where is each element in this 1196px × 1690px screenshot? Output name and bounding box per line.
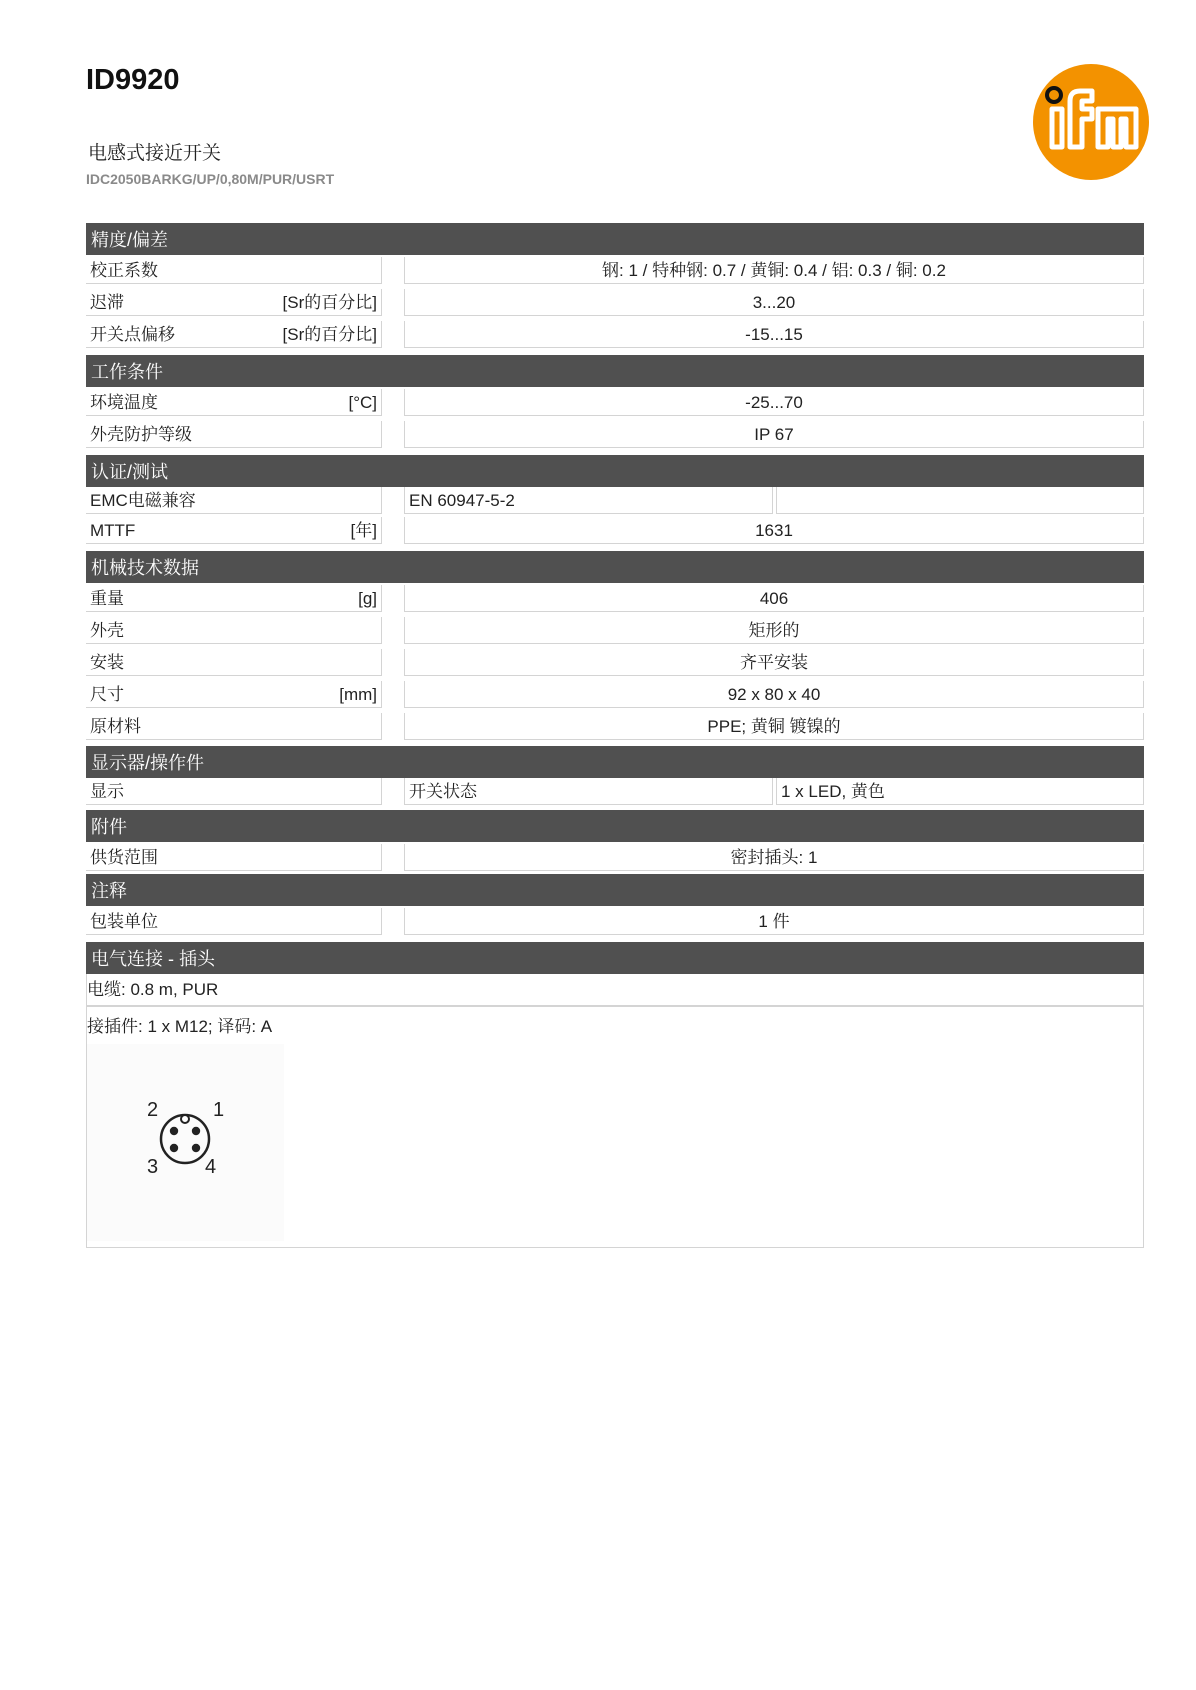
row-label: 环境温度 [°C] [86, 389, 382, 416]
table-row [86, 583, 1144, 615]
section-header: 电气连接 - 插头 [86, 942, 1144, 974]
section-electrical-connection [86, 942, 1144, 974]
row-label: 显示 [86, 778, 382, 805]
row-value: -25...70 [404, 389, 1144, 416]
row-label: 校正系数 [86, 257, 382, 284]
table-row [86, 515, 1144, 547]
table-row [86, 319, 1144, 351]
row-label: 外壳 [86, 617, 382, 644]
pin-label: 1 [213, 1099, 225, 1121]
cable-text: 电缆: 0.8 m, PUR [87, 980, 219, 999]
row-value: 92 x 80 x 40 [404, 681, 1144, 708]
table-row [86, 778, 1144, 810]
row-label: 供货范围 [86, 844, 382, 871]
row-value: 密封插头: 1 [404, 844, 1144, 871]
section-header: 附件 [86, 810, 1144, 842]
row-label: 安装 [86, 649, 382, 676]
row-unit: [°C] [348, 393, 377, 412]
table-row [86, 287, 1144, 319]
section-operating-conditions [86, 355, 1144, 451]
table-row [86, 679, 1144, 711]
row-unit: [年] [350, 521, 377, 540]
section-accessories [86, 810, 1144, 874]
row-unit: [Sr的百分比] [282, 325, 377, 344]
product-subtitle: 电感式接近开关 [88, 143, 222, 164]
section-mechanical-data [86, 551, 1144, 743]
row-value: 3...20 [404, 289, 1144, 316]
section-header: 认证/测试 [86, 455, 1144, 487]
ifm-logo-icon [1032, 63, 1150, 181]
table-row [86, 842, 1144, 874]
table-row [86, 419, 1144, 451]
table-row [86, 711, 1144, 743]
row-label: MTTF [年] [86, 517, 382, 544]
row-label: 原材料 [86, 713, 382, 740]
section-approvals [86, 455, 1144, 547]
row-value: 1631 [404, 517, 1144, 544]
row-unit: [mm] [339, 685, 377, 704]
section-display [86, 746, 1144, 810]
row-label: 外壳防护等级 [86, 421, 382, 448]
connector-text: 接插件: 1 x M12; 译码: A [87, 1017, 273, 1036]
table-row [86, 647, 1144, 679]
row-label: 迟滞 [Sr的百分比] [86, 289, 382, 316]
table-row [86, 255, 1144, 287]
pin-label: 4 [205, 1156, 217, 1178]
row-value: 开关状态 [404, 778, 773, 805]
row-value: -15...15 [404, 321, 1144, 348]
row-value-empty [776, 487, 1144, 514]
section-header: 注释 [86, 874, 1144, 906]
section-header: 显示器/操作件 [86, 746, 1144, 778]
row-value: 钢: 1 / 特种钢: 0.7 / 黄铜: 0.4 / 铝: 0.3 / 铜: 0.2 [404, 257, 1144, 284]
table-row [86, 615, 1144, 647]
section-header: 机械技术数据 [86, 551, 1144, 583]
connector-pinout-diagram [87, 1044, 284, 1241]
row-value: 1 x LED, 黄色 [776, 778, 1144, 805]
row-value: EN 60947-5-2 [404, 487, 773, 514]
section-header: 精度/偏差 [86, 223, 1144, 255]
product-title: ID9920 [86, 64, 180, 96]
section-header: 工作条件 [86, 355, 1144, 387]
section-remarks [86, 874, 1144, 938]
row-unit: [Sr的百分比] [282, 293, 377, 312]
row-unit: [g] [358, 589, 377, 608]
section-accuracy [86, 223, 1144, 351]
row-value: 1 件 [404, 908, 1144, 935]
row-value: 齐平安装 [404, 649, 1144, 676]
table-row [86, 387, 1144, 419]
row-value: 矩形的 [404, 617, 1144, 644]
row-value: IP 67 [404, 421, 1144, 448]
row-label: EMC电磁兼容 [86, 487, 382, 514]
row-label: 包装单位 [86, 908, 382, 935]
product-code: IDC2050BARKG/UP/0,80M/PUR/USRT [86, 171, 335, 187]
table-row [86, 906, 1144, 938]
row-value: PPE; 黄铜 镀镍的 [404, 713, 1144, 740]
m12-pin-icon [87, 1044, 284, 1241]
row-label: 重量 [g] [86, 585, 382, 612]
row-label: 开关点偏移 [Sr的百分比] [86, 321, 382, 348]
cable-info [86, 974, 1144, 1006]
connector-box [86, 1006, 1144, 1248]
row-label: 尺寸 [mm] [86, 681, 382, 708]
row-value: 406 [404, 585, 1144, 612]
pin-label: 2 [147, 1099, 159, 1121]
pin-label: 3 [147, 1156, 159, 1178]
table-row [86, 487, 1144, 515]
